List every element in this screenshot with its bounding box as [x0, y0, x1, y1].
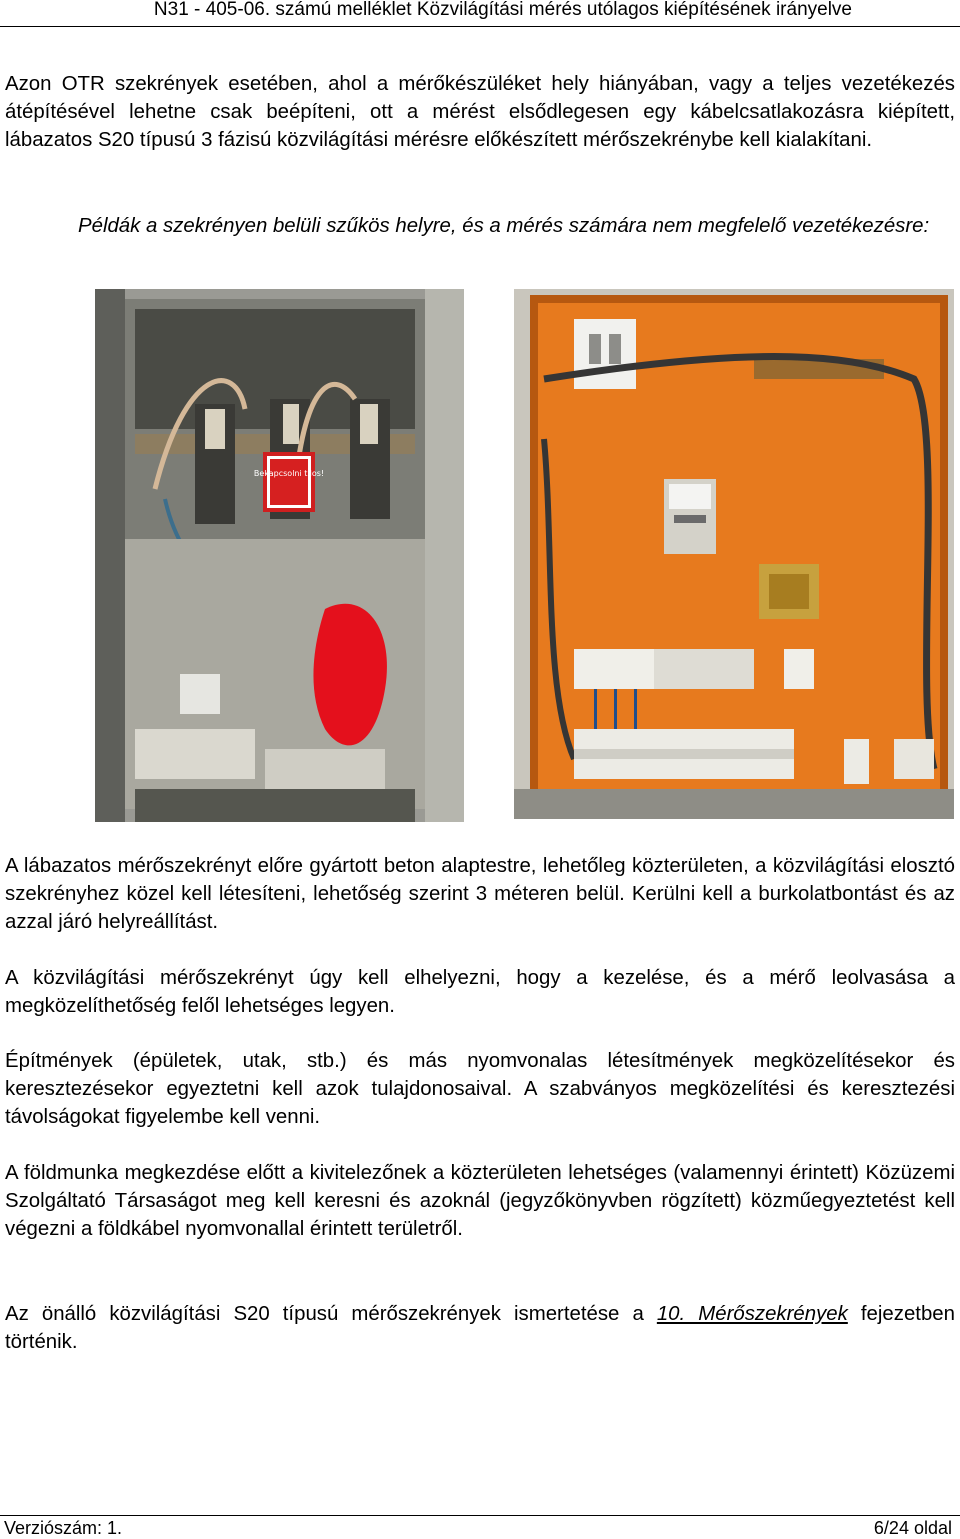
page-header	[0, 0, 960, 27]
paragraph-location: A lábazatos mérőszekrényt előre gyártott beton alaptestre, lehetőleg közterületen, a közvilágítási elosztó szekrényhez közel kell létesíteni, lehetőség szerint 3 méteren belül. Kerülni kell a burkolatbontást és az azzal járó helyreállítást.	[5, 855, 955, 933]
reference-text-after: fejezetben történik.	[5, 1303, 955, 1353]
photo-caption: Példák a szekrényen belüli szűkös helyre, és a mérés számára nem megfelelő vezetékezésre:	[78, 215, 930, 237]
reference-text-before: Az önálló közvilágítási S20 típusú mérőszekrények ismertetése a	[5, 1303, 657, 1325]
old-cabinet-illustration	[95, 289, 464, 822]
version-label: Verziószám: 1.	[4, 1518, 123, 1538]
chapter-link[interactable]: 10. Mérőszekrények	[656, 1303, 848, 1325]
orange-panel-illustration	[514, 289, 954, 819]
photo-old-cabinet	[95, 289, 464, 822]
warning-label: Bekapcsolni tilos!	[253, 469, 325, 478]
paragraph-earthworks: A földmunka megkezdése előtt a kivitelezőnek a közterületen lehetséges (valamennyi érintett) Közüzemi Szolgáltató Társaságot meg kell keresni és azoknál (jegyzőkönyvben rögzített) közműegyeztetést kell végezni a földkábel nyomvonallal érintett területről.	[5, 1162, 955, 1240]
page-number: 6/24 oldal	[873, 1518, 952, 1538]
paragraph-crossings: Építmények (épületek, utak, stb.) és más nyomvonalas létesítmények megközelítésekor és keresztezésekor egyeztetni kell azok tulajdonosaival. A szabványos megközelítési és keresztezési távolságokat figyelembe kell venni.	[5, 1050, 955, 1128]
paragraph-placement: A közvilágítási mérőszekrényt úgy kell elhelyezni, hogy a kezelése, és a mérő leolvasása a megközelíthetőség felől lehetséges legyen.	[5, 967, 955, 1017]
photo-orange-panel	[514, 289, 954, 819]
page-footer	[0, 1515, 960, 1538]
intro-paragraph: Azon OTR szekrények esetében, ahol a mérőkészüléket hely hiányában, vagy a teljes vezetékezés átépítésével lehetne csak beépíteni, ott a mérést elsődlegesen egy kábelcsatlakozásra kiépített, lábazatos S20 típusú 3 fázisú közvilágítási mérésre előkészített mérőszekrénybe kell kialakítani.	[5, 73, 955, 151]
header-title: N31 - 405-06. számú melléklet Közvilágítási mérés utólagos kiépítésének irányelve	[153, 0, 852, 20]
paragraph-reference	[5, 1300, 955, 1356]
